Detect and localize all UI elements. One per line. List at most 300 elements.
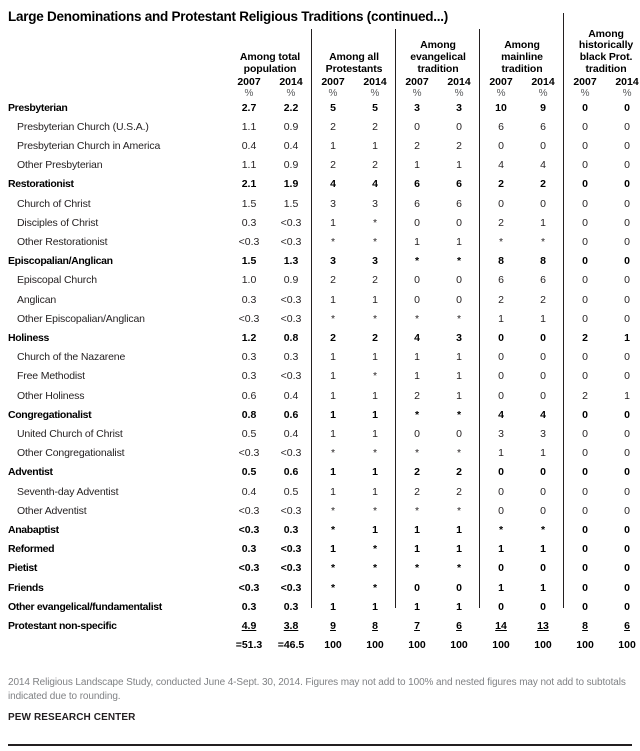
unit-header: % [328,87,338,99]
cell-value: 4 [540,408,546,421]
cell-value: 0 [624,101,630,114]
cell-value: 1.3 [283,255,299,268]
cell-value: 0 [624,408,630,421]
cell-value: 1 [330,370,336,383]
cell-value: 1.2 [241,331,257,344]
colgroup-line2: evangelical [410,51,466,64]
cell-value: <0.3 [280,581,302,594]
colgroup-line1: Among [420,39,456,52]
colgroup-line1: Among all [329,51,379,64]
cell-value: 1 [372,466,378,479]
table-row [8,99,640,118]
row-label: Church of Christ [17,197,91,210]
cell-value: 2.7 [241,101,257,114]
cell-value: 1 [414,600,420,613]
cell-value: 0 [414,274,420,287]
cell-value: 1 [456,159,462,172]
row-label: Presbyterian Church (U.S.A.) [17,120,149,133]
cell-value: 6 [498,120,504,133]
cell-value: 0.9 [283,274,299,287]
cell-value: 0.4 [241,139,257,152]
cell-value: 0 [540,351,546,364]
cell-value: 0.3 [241,293,257,306]
cell-value: 1 [498,543,504,556]
cell-value: 0 [498,562,504,575]
cell-value: 1 [498,312,504,325]
table-row [8,617,640,636]
cell-value: 8 [372,620,378,632]
unit-header: % [412,87,422,99]
cell-value: <0.3 [280,235,302,248]
colgroup-line3: tradition [501,62,543,75]
year-header: 2014 [363,75,387,88]
colgroup-line2: population [243,62,297,75]
cell-value: 0.8 [241,408,257,421]
cell-value: * [498,523,504,536]
cell-value: 0 [624,581,630,594]
row-label: Congregationalist [8,408,92,421]
cell-value: <0.3 [238,447,260,460]
cell-value: * [372,370,378,383]
colgroup-mainline [480,29,564,76]
cell-value: 3 [330,197,336,210]
cell-value: 0 [498,504,504,517]
totals-value: 100 [324,639,342,652]
cell-value: 3 [330,255,336,268]
cell-value: 0 [624,139,630,152]
cell-value: 1 [330,408,336,421]
cell-value: 0 [624,447,630,460]
cell-value: 8 [540,255,546,268]
table-row [8,444,640,463]
cell-value: <0.3 [280,293,302,306]
cell-value: 0 [540,331,546,344]
totals-value: 100 [534,639,552,652]
unit-header: % [454,87,464,99]
cell-value: 0 [624,255,630,268]
table-row [8,118,640,137]
cell-value: * [456,408,462,421]
cell-value: 3 [372,255,378,268]
cell-value: 1 [372,523,378,536]
cell-value: 1 [372,600,378,613]
cell-value: 0 [456,216,462,229]
cell-value: * [330,235,336,248]
cell-value: <0.3 [238,562,260,575]
cell-value: 2 [330,274,336,287]
cell-value: 0 [540,562,546,575]
table-row [8,252,640,271]
cell-value: 1.9 [283,178,299,191]
cell-value: 1 [330,600,336,613]
cell-value: 1 [372,389,378,402]
cell-value: 3 [456,331,462,344]
cell-value: * [414,504,420,517]
header-year-row [8,76,640,88]
cell-value: * [456,255,462,268]
cell-value: 1 [414,523,420,536]
unit-header: % [580,87,590,99]
cell-value: 0 [582,293,588,306]
table-row [8,521,640,540]
cell-value: 0 [624,216,630,229]
cell-value: * [372,235,378,248]
cell-value: 0 [624,235,630,248]
row-label: Other Episcopalian/Anglican [17,312,145,325]
row-label: Other Adventist [17,504,87,517]
cell-value: 1 [330,293,336,306]
cell-value: 0.3 [283,351,299,364]
year-header: 2007 [573,75,597,88]
table-row [8,348,640,367]
cell-value: 1.5 [241,255,257,268]
cell-value: * [330,447,336,460]
cell-value: 2 [540,293,546,306]
cell-value: <0.3 [238,523,260,536]
cell-value: * [456,447,462,460]
table-row [8,502,640,521]
row-label: Other Holiness [17,389,85,402]
table-row [8,387,640,406]
cell-value: * [498,235,504,248]
cell-value: 0 [456,274,462,287]
cell-value: 1 [372,351,378,364]
cell-value: <0.3 [280,312,302,325]
cell-value: 2 [330,331,336,344]
totals-label [8,636,228,655]
table-row [8,329,640,348]
cell-value: 1 [330,427,336,440]
cell-value: 0 [624,197,630,210]
cell-value: 1 [330,216,336,229]
cell-value: 0 [540,504,546,517]
table-row [8,291,640,310]
table-row [8,137,640,156]
cell-value: 1 [414,235,420,248]
cell-value: 0 [540,197,546,210]
cell-value: 0 [456,581,462,594]
cell-value: <0.3 [280,370,302,383]
cell-value: 7 [414,620,420,632]
cell-value: 0 [582,274,588,287]
cell-value: 1 [540,543,546,556]
unit-header: % [622,87,632,99]
row-label: Other Presbyterian [17,159,103,172]
table-row [8,579,640,598]
cell-value: 2.1 [241,178,257,191]
table-row [8,310,640,329]
cell-value: 4 [414,331,420,344]
cell-value: 2 [330,120,336,133]
cell-value: 0 [582,312,588,325]
cell-value: 0.4 [283,427,299,440]
cell-value: * [372,504,378,517]
cell-value: 0.9 [283,159,299,172]
cell-value: 4 [498,159,504,172]
table-row [8,271,640,290]
row-label: Presbyterian Church in America [17,139,161,152]
header-group-row [8,29,640,76]
cell-value: 6 [414,197,420,210]
cell-value: 0.3 [241,543,257,556]
cell-value: 2 [372,274,378,287]
bottom-rule [8,744,632,746]
table-row [8,540,640,559]
colgroup-line3: tradition [417,62,459,75]
cell-value: * [330,562,336,575]
pew-research-center-label: PEW RESEARCH CENTER [8,712,136,723]
cell-value: * [372,447,378,460]
cell-value: <0.3 [238,312,260,325]
cell-value: 6 [498,274,504,287]
cell-value: * [414,312,420,325]
row-label: Disciples of Christ [17,216,99,229]
row-label: Presbyterian [8,101,68,114]
cell-value: <0.3 [280,504,302,517]
cell-value: 2 [372,159,378,172]
cell-value: * [372,581,378,594]
cell-value: 3 [372,197,378,210]
cell-value: 0 [582,466,588,479]
cell-value: 0 [582,101,588,114]
cell-value: 0 [624,523,630,536]
cell-value: <0.3 [238,504,260,517]
colgroup-line2: Protestants [325,62,383,75]
cell-value: 0 [498,370,504,383]
cell-value: * [372,216,378,229]
cell-value: 5 [372,101,378,114]
totals-value: =46.5 [277,639,305,652]
table-row [8,463,640,482]
cell-value: * [414,447,420,460]
cell-value: 2 [582,331,588,344]
cell-value: 0 [498,600,504,613]
cell-value: 2 [498,293,504,306]
table-row [8,559,640,578]
cell-value: 1 [330,543,336,556]
cell-value: 3 [414,101,420,114]
cell-value: 1 [624,331,630,344]
colgroup-line1: Among total [239,51,301,64]
cell-value: 0 [582,504,588,517]
row-label: United Church of Christ [17,427,123,440]
cell-value: 0 [582,427,588,440]
totals-value: 100 [492,639,510,652]
row-label: Reformed [8,543,55,556]
cell-value: 2 [330,159,336,172]
cell-value: 0 [582,159,588,172]
cell-value: 1 [540,216,546,229]
cell-value: 0 [540,139,546,152]
cell-value: 0 [582,408,588,421]
cell-value: 0.5 [241,427,257,440]
cell-value: 0 [582,255,588,268]
cell-value: 0 [582,235,588,248]
cell-value: 1 [456,235,462,248]
cell-value: 1 [498,581,504,594]
cell-value: <0.3 [280,543,302,556]
year-header: 2007 [321,75,345,88]
cell-value: 1 [498,447,504,460]
cell-value: 4.9 [241,620,257,632]
cell-value: 1.5 [241,197,257,210]
row-label: Free Methodist [17,370,85,383]
cell-value: 0 [498,197,504,210]
cell-value: * [414,255,420,268]
cell-value: <0.3 [280,447,302,460]
cell-value: 6 [540,120,546,133]
cell-value: 0 [582,581,588,594]
table-row [8,406,640,425]
cell-value: 0 [498,139,504,152]
cell-value: 6 [414,178,420,191]
cell-value: 1.1 [241,120,257,133]
cell-value: * [372,312,378,325]
cell-value: 1.1 [241,159,257,172]
cell-value: 0 [582,485,588,498]
totals-value: 100 [618,639,636,652]
cell-value: 0.5 [283,485,299,498]
table-row [8,425,640,444]
cell-value: 2 [582,389,588,402]
totals-value: 100 [366,639,384,652]
source-note: 2014 Religious Landscape Study, conducted June 4-Sept. 30, 2014. Figures may not add to 100% and nested figures may not add to subtotals indicated due to rounding. [8,677,626,702]
row-label: Episcopalian/Anglican [8,255,113,268]
table-row [8,214,640,233]
header-year-blank [8,76,228,88]
unit-header: % [538,87,548,99]
cell-value: 1 [456,600,462,613]
cell-value: 8 [582,620,588,632]
cell-value: 1 [330,466,336,479]
cell-value: 3 [498,427,504,440]
cell-value: <0.3 [238,581,260,594]
cell-value: 0 [624,120,630,133]
totals-value: 100 [576,639,594,652]
year-header: 2007 [405,75,429,88]
cell-value: 0 [540,466,546,479]
cell-value: 0.3 [283,600,299,613]
cell-value: 0.3 [283,523,299,536]
cell-value: 0 [624,293,630,306]
colgroup-line2: historically [578,39,634,52]
header-corner-blank [8,29,228,76]
cell-value: 0.6 [283,408,299,421]
year-header: 2014 [531,75,555,88]
table-row [8,598,640,617]
cell-value: 0.6 [241,389,257,402]
cell-value: 3 [540,427,546,440]
cell-value: 1 [456,543,462,556]
header-unit-blank [8,88,228,99]
cell-value: 0 [414,293,420,306]
cell-value: <0.3 [280,216,302,229]
cell-value: 1 [372,408,378,421]
cell-value: 1.5 [283,197,299,210]
cell-value: 4 [498,408,504,421]
cell-value: 1 [414,370,420,383]
row-label: Other Congregationalist [17,447,125,460]
year-header: 2007 [237,75,261,88]
colgroup-line2: mainline [501,51,543,64]
cell-value: 0 [498,331,504,344]
cell-value: 0 [540,600,546,613]
cell-value: 0 [582,120,588,133]
table-body [8,99,640,656]
cell-value: 2 [456,466,462,479]
colgroup-line1: Among [588,27,624,40]
cell-value: 0.8 [283,331,299,344]
colgroup-line4: tradition [585,62,627,75]
cell-value: 6 [624,620,630,632]
row-label: Protestant non-specific [8,620,117,632]
table-row [8,156,640,175]
totals-value: 100 [408,639,426,652]
totals-row [8,636,640,655]
cell-value: 0 [498,485,504,498]
table-row [8,367,640,386]
cell-value: 0.3 [241,351,257,364]
cell-value: 0 [624,351,630,364]
cell-value: 0 [540,485,546,498]
cell-value: 2 [456,139,462,152]
cell-value: * [330,581,336,594]
cell-value: 0 [624,466,630,479]
year-header: 2014 [615,75,639,88]
cell-value: 0 [582,370,588,383]
row-label: Anglican [17,293,57,306]
cell-value: 0 [498,466,504,479]
cell-value: 1 [372,427,378,440]
data-table [8,29,640,656]
cell-value: 6 [456,197,462,210]
cell-value: 0 [582,543,588,556]
cell-value: 0.4 [241,485,257,498]
row-label: Anabaptist [8,523,59,536]
table-row [8,233,640,252]
cell-value: 1 [330,389,336,402]
cell-value: 3.8 [283,620,299,632]
cell-value: 0 [624,543,630,556]
cell-value: 0 [456,293,462,306]
footer [8,676,632,723]
cell-value: 1 [456,351,462,364]
totals-value: =51.3 [235,639,263,652]
cell-value: 4 [540,159,546,172]
cell-value: 0 [582,447,588,460]
cell-value: * [330,312,336,325]
row-label: Friends [8,581,44,594]
cell-value: * [330,504,336,517]
cell-value: 2 [414,389,420,402]
cell-value: 1 [540,312,546,325]
row-label: Pietist [8,562,38,575]
cell-value: 1 [372,293,378,306]
cell-value: 0.9 [283,120,299,133]
cell-value: 1 [330,139,336,152]
cell-value: 1 [372,485,378,498]
cell-value: 0 [624,485,630,498]
table-row [8,175,640,194]
table-header [8,29,640,99]
cell-value: 0 [624,600,630,613]
cell-value: 0.4 [283,139,299,152]
cell-value: 2 [414,139,420,152]
row-label: Holiness [8,331,49,344]
cell-value: 3 [456,101,462,114]
cell-value: 0 [456,120,462,133]
row-label: Restorationist [8,178,74,191]
